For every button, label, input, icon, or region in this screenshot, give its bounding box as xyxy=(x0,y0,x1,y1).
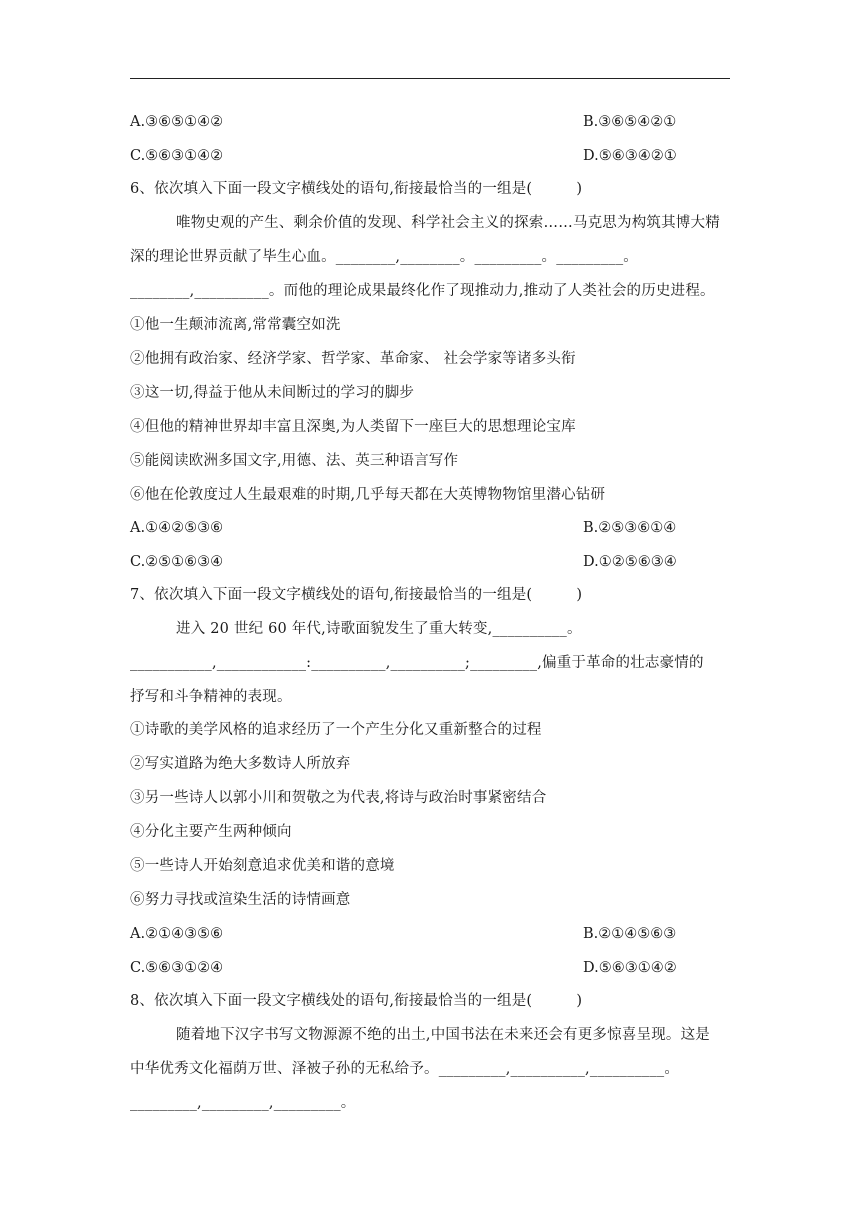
q5-option-a: A.③⑥⑤①④② xyxy=(130,114,224,130)
q8-passage-line: _________,_________,_________。 xyxy=(130,1095,356,1111)
q7-option-a: A.②①④③⑤⑥ xyxy=(130,926,224,942)
q5-option-c: C.⑤⑥③①④② xyxy=(130,148,224,164)
q6-passage-line: 唯物史观的产生、剩余价值的发现、科学社会主义的探索……马克思为构筑其博大精 xyxy=(176,215,720,231)
q8-stem: 8、依次填入下面一段文字横线处的语句,衔接最恰当的一组是( ) xyxy=(130,993,583,1009)
q7-option-c: C.⑤⑥③①②④ xyxy=(130,960,224,976)
q7-stem: 7、依次填入下面一段文字横线处的语句,衔接最恰当的一组是( ) xyxy=(130,587,583,603)
q7-option-b: B.②①④⑤⑥③ xyxy=(583,926,677,942)
q7-passage-line: 抒写和斗争精神的表现。 xyxy=(130,689,292,705)
q8-passage-line: 中华优秀文化福荫万世、泽被子孙的无私给予。_________,__________,__________。 xyxy=(130,1061,680,1077)
q6-option-c: C.②⑤①⑥③④ xyxy=(130,554,224,570)
q6-item: ④但他的精神世界却丰富且深奥,为人类留下一座巨大的思想理论宝库 xyxy=(130,419,576,435)
q6-option-d: D.①②⑤⑥③④ xyxy=(583,554,677,570)
q7-item: ④分化主要产生两种倾向 xyxy=(130,824,292,840)
q6-option-b: B.②⑤③⑥①④ xyxy=(583,520,677,536)
q7-item: ②写实道路为绝大多数诗人所放弃 xyxy=(130,756,351,772)
q8-passage-line: 随着地下汉字书写文物源源不绝的出土,中国书法在未来还会有更多惊喜呈现。这是 xyxy=(176,1027,711,1043)
header-rule xyxy=(130,78,730,79)
q7-passage-line: ___________,____________:__________,__________;_________,偏重于革命的壮志豪情的 xyxy=(130,655,704,671)
q6-item: ①他一生颠沛流离,常常囊空如洗 xyxy=(130,317,341,333)
q5-option-d: D.⑤⑥③④②① xyxy=(583,148,677,164)
q7-item: ①诗歌的美学风格的追求经历了一个产生分化又重新整合的过程 xyxy=(130,722,542,738)
q7-option-d: D.⑤⑥③①④② xyxy=(583,960,677,976)
q7-item: ③另一些诗人以郭小川和贺敬之为代表,将诗与政治时事紧密结合 xyxy=(130,790,547,806)
q7-item: ⑥努力寻找或渲染生活的诗情画意 xyxy=(130,892,351,908)
q5-option-b: B.③⑥⑤④②① xyxy=(583,114,677,130)
q6-stem: 6、依次填入下面一段文字横线处的语句,衔接最恰当的一组是( ) xyxy=(130,181,583,197)
q6-passage-line: 深的理论世界贡献了毕生心血。________,________。_________。_________。 xyxy=(130,249,639,265)
q6-item: ⑤能阅读欧洲多国文字,用德、法、英三种语言写作 xyxy=(130,453,459,469)
q7-passage-line: 进入 20 世纪 60 年代,诗歌面貌发生了重大转变,__________。 xyxy=(176,621,582,637)
q6-item: ②他拥有政治家、经济学家、哲学家、革命家、 社会学家等诸多头衔 xyxy=(130,351,576,367)
q6-item: ⑥他在伦敦度过人生最艰难的时期,几乎每天都在大英博物物馆里潜心钻研 xyxy=(130,487,606,503)
q6-passage-line: ________,__________。而他的理论成果最终化作了现推动力,推动了人类社会的历史进程。 xyxy=(130,283,715,299)
q6-option-a: A.①④②⑤③⑥ xyxy=(130,520,224,536)
q7-item: ⑤一些诗人开始刻意追求优美和谐的意境 xyxy=(130,858,395,874)
q6-item: ③这一切,得益于他从未间断过的学习的脚步 xyxy=(130,385,415,401)
